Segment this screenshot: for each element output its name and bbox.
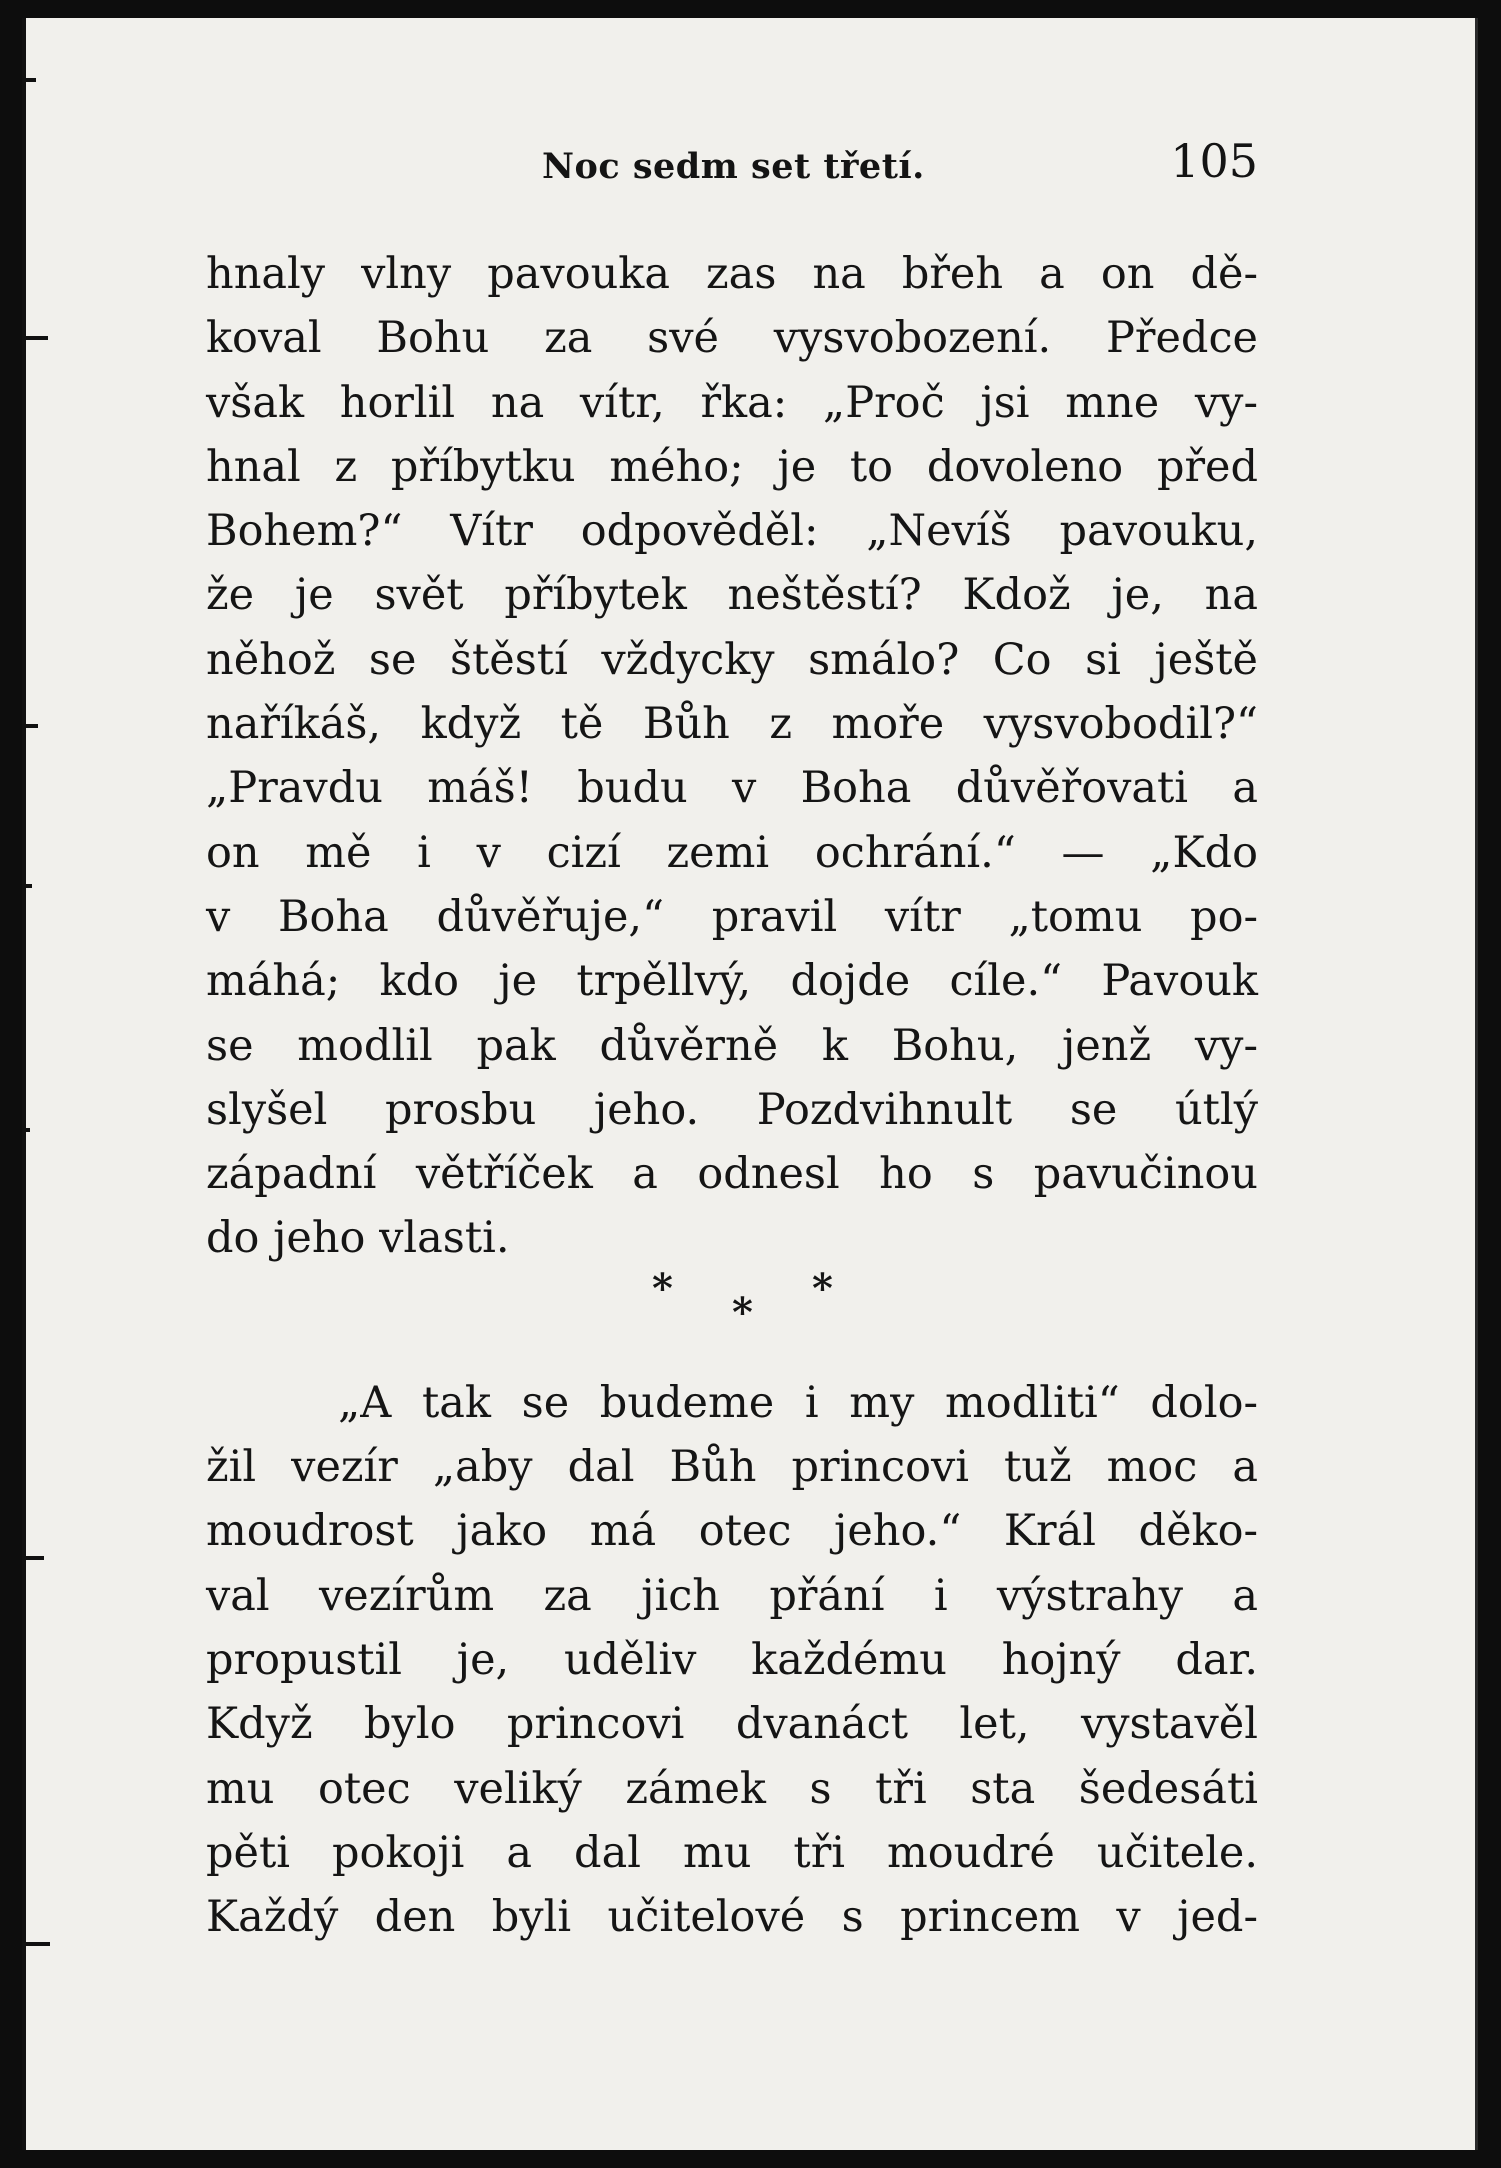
asterisk-ornament: *	[732, 1288, 753, 1336]
running-title: Noc sedm set třetí.	[542, 146, 925, 187]
margin-mark	[22, 1942, 50, 1946]
book-page	[22, 18, 1478, 2150]
text-line: naříkáš, když tě Bůh z moře vysvobodil?“	[206, 699, 1258, 750]
page-header	[206, 134, 1258, 198]
text-line: že je svět příbytek neštěstí? Kdož je, na	[206, 570, 1258, 621]
page-body	[206, 242, 1258, 1949]
page-number: 105	[1170, 134, 1258, 188]
text-line: se modlil pak důvěrně k Bohu, jenž vy-	[206, 1020, 1258, 1071]
text-line: val vezírům za jich přání i výstrahy a	[206, 1570, 1258, 1621]
text-line: v Boha důvěřuje,“ pravil vítr „tomu po-	[206, 891, 1258, 942]
text-line: mu otec veliký zámek s tři sta šedesáti	[206, 1763, 1258, 1814]
text-line: „Pravdu máš! budu v Boha důvěřovati a	[206, 763, 1258, 814]
paragraph-2	[206, 1371, 1258, 1950]
text-line: moudrost jako má otec jeho.“ Král děko-	[206, 1506, 1258, 1557]
text-line: Každý den byli učitelové s princem v jed-	[206, 1892, 1258, 1943]
margin-mark	[22, 884, 32, 888]
text-line: propustil je, uděliv každému hojný dar.	[206, 1634, 1258, 1685]
text-line: pěti pokoji a dal mu tři moudré učitele.	[206, 1827, 1258, 1878]
margin-mark	[22, 78, 36, 82]
text-line: západní větříček a odnesl ho s pavučinou	[206, 1149, 1258, 1200]
text-line: koval Bohu za své vysvobození. Předce	[206, 313, 1258, 364]
margin-mark	[22, 1128, 30, 1132]
text-line: slyšel prosbu jeho. Pozdvihnult se útlý	[206, 1084, 1258, 1135]
page-right-edge	[1475, 18, 1478, 2150]
text-line: hnal z příbytku mého; je to dovoleno před	[206, 441, 1258, 492]
text-line: Bohem?“ Vítr odpověděl: „Nevíš pavouku,	[206, 506, 1258, 557]
text-line: Když bylo princovi dvanáct let, vystavěl	[206, 1699, 1258, 1750]
text-line: hnaly vlny pavouka zas na břeh a on dě-	[206, 249, 1258, 299]
text-line: však horlil na vítr, řka: „Proč jsi mne vy-	[206, 377, 1258, 428]
text-line: máhá; kdo je trpěllvý, dojde cíle.“ Pavouk	[206, 956, 1258, 1007]
asterisk-ornament: *	[652, 1264, 673, 1312]
section-separator	[206, 1264, 1258, 1371]
text-line: žil vezír „aby dal Bůh princovi tuž moc a	[206, 1442, 1258, 1493]
margin-mark	[22, 336, 48, 340]
asterisk-ornament: *	[812, 1264, 833, 1312]
margin-mark	[22, 724, 38, 728]
margin-mark	[22, 1556, 44, 1560]
text-line: on mě i v cizí zemi ochrání.“ — „Kdo	[206, 827, 1258, 878]
paragraph-1	[206, 242, 1258, 1271]
text-line: do jeho vlasti.	[206, 1213, 510, 1264]
text-line: „A tak se budeme i my modliti“ dolo-	[338, 1377, 1258, 1428]
text-line: něhož se štěstí vždycky smálo? Co si ještě	[206, 634, 1258, 685]
